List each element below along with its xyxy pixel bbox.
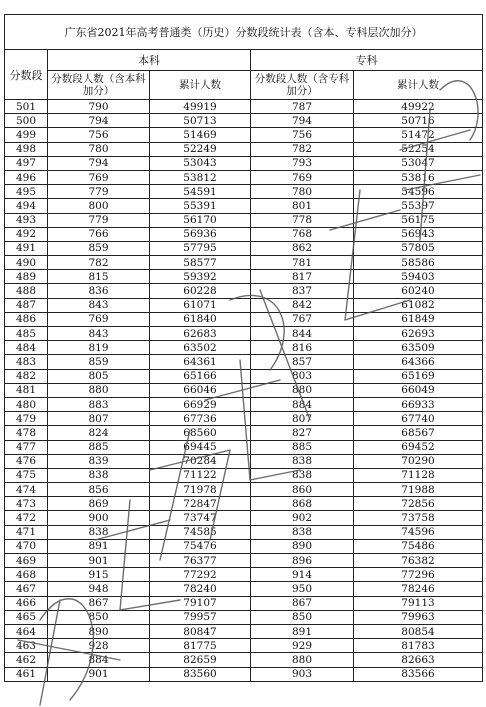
benke-segment-cell: 850 <box>48 610 150 624</box>
zhuanke-segment-cell: 769 <box>251 170 354 184</box>
zhuanke-cumulative-cell: 52254 <box>354 142 483 156</box>
score-cell: 481 <box>5 383 48 397</box>
zhuanke-segment-cell: 778 <box>251 213 354 227</box>
zhuanke-segment-cell: 891 <box>251 624 354 638</box>
benke-segment-cell: 779 <box>48 185 150 199</box>
zhuanke-segment-cell: 842 <box>251 298 354 312</box>
zhuanke-cumulative-cell: 54596 <box>354 185 483 199</box>
score-cell: 466 <box>5 596 48 610</box>
zhuanke-cumulative-cell: 51472 <box>354 128 483 142</box>
score-cell: 473 <box>5 497 48 511</box>
score-cell: 489 <box>5 270 48 284</box>
benke-cumulative-cell: 53043 <box>150 156 251 170</box>
benke-segment-cell: 915 <box>48 568 150 582</box>
zhuanke-cumulative-cell: 69452 <box>354 440 483 454</box>
table-row <box>5 568 483 582</box>
score-cell: 485 <box>5 327 48 341</box>
zhuanke-segment-cell: 780 <box>251 185 354 199</box>
zhuanke-cumulative-cell: 70290 <box>354 454 483 468</box>
score-cell: 462 <box>5 653 48 667</box>
zhuanke-segment-cell: 929 <box>251 639 354 653</box>
benke-cumulative-cell: 68560 <box>150 426 251 440</box>
zhuanke-cumulative-cell: 64366 <box>354 355 483 369</box>
benke-segment-cell: 880 <box>48 383 150 397</box>
benke-segment-cell: 890 <box>48 624 150 638</box>
zhuanke-segment-cell: 781 <box>251 256 354 270</box>
table-row <box>5 100 483 114</box>
zhuanke-cumulative-cell: 56175 <box>354 213 483 227</box>
benke-cumulative-cell: 49919 <box>150 100 251 114</box>
zhuanke-cumulative-cell: 68567 <box>354 426 483 440</box>
benke-cumulative-cell: 50713 <box>150 114 251 128</box>
benke-cumulative-cell: 55391 <box>150 199 251 213</box>
benke-segment-cell: 836 <box>48 284 150 298</box>
benke-segment-cell: 901 <box>48 554 150 568</box>
table-row <box>5 596 483 610</box>
score-cell: 495 <box>5 185 48 199</box>
benke-cumulative-cell: 78240 <box>150 582 251 596</box>
benke-segment-cell: 839 <box>48 454 150 468</box>
zhuanke-segment-cell: 857 <box>251 355 354 369</box>
table-row <box>5 483 483 497</box>
benke-cumulative-cell: 63502 <box>150 341 251 355</box>
benke-segment-cell: 805 <box>48 369 150 383</box>
score-cell: 484 <box>5 341 48 355</box>
benke-segment-cell: 807 <box>48 412 150 426</box>
benke-cumulative-cell: 64361 <box>150 355 251 369</box>
benke-segment-cell: 782 <box>48 256 150 270</box>
benke-cumulative-cell: 74585 <box>150 525 251 539</box>
score-cell: 500 <box>5 114 48 128</box>
score-table <box>4 14 483 682</box>
benke-cumulative-cell: 60228 <box>150 284 251 298</box>
zhuanke-cumulative-cell: 62693 <box>354 327 483 341</box>
zhuanke-cumulative-cell: 61082 <box>354 298 483 312</box>
zhuanke-cumulative-cell: 67740 <box>354 412 483 426</box>
zhuanke-segment-cell: 803 <box>251 369 354 383</box>
table-row <box>5 639 483 653</box>
benke-segment-cell: 948 <box>48 582 150 596</box>
score-cell: 471 <box>5 525 48 539</box>
zhuanke-cumulative-cell: 53816 <box>354 170 483 184</box>
zhuanke-segment-cell: 827 <box>251 426 354 440</box>
benke-segment-cell: 766 <box>48 227 150 241</box>
score-cell: 487 <box>5 298 48 312</box>
benke-segment-cell: 869 <box>48 497 150 511</box>
benke-cumulative-cell: 59392 <box>150 270 251 284</box>
benke-segment-cell: 900 <box>48 511 150 525</box>
score-cell: 499 <box>5 128 48 142</box>
table-row <box>5 341 483 355</box>
score-cell: 463 <box>5 639 48 653</box>
table-row <box>5 525 483 539</box>
table-row <box>5 256 483 270</box>
benke-cumulative-cell: 52249 <box>150 142 251 156</box>
zhuanke-cumulative-cell: 66049 <box>354 383 483 397</box>
table-row <box>5 383 483 397</box>
zhuanke-cumulative-cell: 77296 <box>354 568 483 582</box>
zhuanke-cumulative-cell: 72856 <box>354 497 483 511</box>
benke-cumulative-cell: 77292 <box>150 568 251 582</box>
benke-segment-cell: 779 <box>48 213 150 227</box>
zhuanke-cumulative-cell: 79113 <box>354 596 483 610</box>
zhuanke-segment-cell: 837 <box>251 284 354 298</box>
benke-segment-cell: 885 <box>48 440 150 454</box>
table-row <box>5 412 483 426</box>
benke-cumulative-cell: 80847 <box>150 624 251 638</box>
benke-cumulative-cell: 58577 <box>150 256 251 270</box>
zhuanke-cumulative-cell: 75486 <box>354 539 483 553</box>
score-cell: 468 <box>5 568 48 582</box>
benke-segment-cell: 884 <box>48 653 150 667</box>
score-cell: 497 <box>5 156 48 170</box>
benke-cumulative-cell: 61071 <box>150 298 251 312</box>
score-cell: 477 <box>5 440 48 454</box>
score-cell: 472 <box>5 511 48 525</box>
zhuanke-segment-cell: 838 <box>251 468 354 482</box>
benke-segment-cell: 780 <box>48 142 150 156</box>
benke-cumulative-cell: 70284 <box>150 454 251 468</box>
table-row <box>5 185 483 199</box>
score-cell: 475 <box>5 468 48 482</box>
zhuanke-segment-cell: 794 <box>251 114 354 128</box>
score-cell: 488 <box>5 284 48 298</box>
zhuanke-segment-cell: 862 <box>251 241 354 255</box>
zhuanke-segment-cell: 756 <box>251 128 354 142</box>
score-cell: 498 <box>5 142 48 156</box>
benke-segment-cell: 794 <box>48 114 150 128</box>
benke-cumulative-cell: 79107 <box>150 596 251 610</box>
zhuanke-cumulative-cell: 61849 <box>354 312 483 326</box>
benke-header: 本科 <box>48 50 251 71</box>
benke-segment-cell: 843 <box>48 298 150 312</box>
table-row <box>5 511 483 525</box>
benke-cumulative-cell: 56170 <box>150 213 251 227</box>
score-cell: 479 <box>5 412 48 426</box>
benke-segment-cell: 859 <box>48 355 150 369</box>
benke-segment-cell: 819 <box>48 341 150 355</box>
score-cell: 490 <box>5 256 48 270</box>
benke-segment-cell: 867 <box>48 596 150 610</box>
table-row <box>5 355 483 369</box>
benke-cumulative-cell: 54591 <box>150 185 251 199</box>
benke-cumulative-cell: 66046 <box>150 383 251 397</box>
benke-segment-cell: 883 <box>48 397 150 411</box>
benke-cumulative-cell: 62683 <box>150 327 251 341</box>
zhuanke-segment-cell: 838 <box>251 454 354 468</box>
table-row <box>5 369 483 383</box>
zhuanke-cumulative-cell: 55397 <box>354 199 483 213</box>
benke-cumulative-cell: 66929 <box>150 397 251 411</box>
zhuanke-segment-cell: 860 <box>251 483 354 497</box>
benke-cumulative-cell: 76377 <box>150 554 251 568</box>
score-cell: 476 <box>5 454 48 468</box>
zhuanke-cumulative-cell: 73758 <box>354 511 483 525</box>
table-row <box>5 454 483 468</box>
zhuanke-segment-cell: 902 <box>251 511 354 525</box>
benke-segment-cell: 769 <box>48 170 150 184</box>
benke-cumulative-cell: 57795 <box>150 241 251 255</box>
benke-segment-cell: 928 <box>48 639 150 653</box>
table-row <box>5 241 483 255</box>
table-body <box>5 100 483 682</box>
zhuanke-cumulative-cell: 63509 <box>354 341 483 355</box>
table-row <box>5 653 483 667</box>
score-header: 分数段 <box>5 50 48 100</box>
benke-segment-cell: 790 <box>48 100 150 114</box>
zhuanke-segment-cell: 903 <box>251 667 354 681</box>
table-row <box>5 270 483 284</box>
zhuanke-segment-cell: 793 <box>251 156 354 170</box>
table-row <box>5 312 483 326</box>
benke-segment-cell: 856 <box>48 483 150 497</box>
table-row <box>5 497 483 511</box>
zhuanke-cumulative-cell: 60240 <box>354 284 483 298</box>
zhuanke-cumulative-header: 累计人数 <box>354 71 483 100</box>
zhuanke-segment-header: 分数段人数（含专科加分） <box>251 71 354 100</box>
score-distribution-sheet <box>4 14 482 682</box>
table-row <box>5 610 483 624</box>
zhuanke-segment-cell: 816 <box>251 341 354 355</box>
zhuanke-segment-cell: 838 <box>251 525 354 539</box>
benke-segment-cell: 891 <box>48 539 150 553</box>
zhuanke-cumulative-cell: 80854 <box>354 624 483 638</box>
score-cell: 461 <box>5 667 48 681</box>
score-cell: 493 <box>5 213 48 227</box>
table-row <box>5 667 483 681</box>
zhuanke-segment-cell: 817 <box>251 270 354 284</box>
score-cell: 470 <box>5 539 48 553</box>
benke-cumulative-cell: 83560 <box>150 667 251 681</box>
benke-segment-cell: 901 <box>48 667 150 681</box>
benke-segment-cell: 794 <box>48 156 150 170</box>
zhuanke-cumulative-cell: 71128 <box>354 468 483 482</box>
benke-cumulative-cell: 53812 <box>150 170 251 184</box>
benke-cumulative-header: 累计人数 <box>150 71 251 100</box>
score-cell: 478 <box>5 426 48 440</box>
zhuanke-segment-cell: 885 <box>251 440 354 454</box>
score-cell: 474 <box>5 483 48 497</box>
table-row <box>5 128 483 142</box>
score-cell: 501 <box>5 100 48 114</box>
benke-cumulative-cell: 69445 <box>150 440 251 454</box>
benke-segment-cell: 815 <box>48 270 150 284</box>
zhuanke-cumulative-cell: 71988 <box>354 483 483 497</box>
benke-cumulative-cell: 65166 <box>150 369 251 383</box>
table-row <box>5 624 483 638</box>
zhuanke-cumulative-cell: 50716 <box>354 114 483 128</box>
table-row <box>5 298 483 312</box>
benke-segment-cell: 800 <box>48 199 150 213</box>
benke-cumulative-cell: 71122 <box>150 468 251 482</box>
table-row <box>5 468 483 482</box>
benke-segment-cell: 843 <box>48 327 150 341</box>
zhuanke-cumulative-cell: 58586 <box>354 256 483 270</box>
zhuanke-cumulative-cell: 53047 <box>354 156 483 170</box>
benke-segment-header: 分数段人数（含本科加分） <box>48 71 150 100</box>
benke-segment-cell: 769 <box>48 312 150 326</box>
benke-segment-cell: 824 <box>48 426 150 440</box>
table-row <box>5 213 483 227</box>
score-cell: 496 <box>5 170 48 184</box>
zhuanke-cumulative-cell: 81783 <box>354 639 483 653</box>
score-cell: 465 <box>5 610 48 624</box>
table-row <box>5 582 483 596</box>
benke-cumulative-cell: 75476 <box>150 539 251 553</box>
zhuanke-header: 专科 <box>251 50 483 71</box>
zhuanke-segment-cell: 914 <box>251 568 354 582</box>
zhuanke-segment-cell: 850 <box>251 610 354 624</box>
zhuanke-segment-cell: 896 <box>251 554 354 568</box>
table-row <box>5 156 483 170</box>
score-cell: 486 <box>5 312 48 326</box>
score-cell: 492 <box>5 227 48 241</box>
table-row <box>5 227 483 241</box>
zhuanke-cumulative-cell: 79963 <box>354 610 483 624</box>
zhuanke-cumulative-cell: 66933 <box>354 397 483 411</box>
score-cell: 480 <box>5 397 48 411</box>
table-row <box>5 327 483 341</box>
table-row <box>5 284 483 298</box>
zhuanke-segment-cell: 801 <box>251 199 354 213</box>
table-row <box>5 539 483 553</box>
table-row <box>5 440 483 454</box>
benke-cumulative-cell: 73747 <box>150 511 251 525</box>
benke-segment-cell: 756 <box>48 128 150 142</box>
zhuanke-cumulative-cell: 74596 <box>354 525 483 539</box>
table-row <box>5 114 483 128</box>
score-cell: 469 <box>5 554 48 568</box>
zhuanke-cumulative-cell: 57805 <box>354 241 483 255</box>
zhuanke-cumulative-cell: 83566 <box>354 667 483 681</box>
zhuanke-cumulative-cell: 65169 <box>354 369 483 383</box>
benke-cumulative-cell: 67736 <box>150 412 251 426</box>
benke-cumulative-cell: 81775 <box>150 639 251 653</box>
benke-cumulative-cell: 79957 <box>150 610 251 624</box>
zhuanke-cumulative-cell: 78246 <box>354 582 483 596</box>
table-row <box>5 142 483 156</box>
zhuanke-segment-cell: 867 <box>251 596 354 610</box>
score-cell: 491 <box>5 241 48 255</box>
zhuanke-segment-cell: 844 <box>251 327 354 341</box>
table-row <box>5 426 483 440</box>
benke-segment-cell: 838 <box>48 468 150 482</box>
score-cell: 483 <box>5 355 48 369</box>
zhuanke-cumulative-cell: 82663 <box>354 653 483 667</box>
benke-cumulative-cell: 56936 <box>150 227 251 241</box>
zhuanke-segment-cell: 950 <box>251 582 354 596</box>
zhuanke-segment-cell: 782 <box>251 142 354 156</box>
zhuanke-cumulative-cell: 59403 <box>354 270 483 284</box>
table-row <box>5 554 483 568</box>
zhuanke-segment-cell: 787 <box>251 100 354 114</box>
table-row <box>5 397 483 411</box>
score-cell: 464 <box>5 624 48 638</box>
zhuanke-segment-cell: 880 <box>251 383 354 397</box>
zhuanke-cumulative-cell: 49922 <box>354 100 483 114</box>
zhuanke-segment-cell: 890 <box>251 539 354 553</box>
score-cell: 467 <box>5 582 48 596</box>
benke-cumulative-cell: 82659 <box>150 653 251 667</box>
benke-cumulative-cell: 72847 <box>150 497 251 511</box>
table-row <box>5 199 483 213</box>
zhuanke-cumulative-cell: 76382 <box>354 554 483 568</box>
table-title: 广东省2021年高考普通类（历史）分数段统计表（含本、专科层次加分） <box>5 15 483 50</box>
table-row <box>5 170 483 184</box>
zhuanke-segment-cell: 884 <box>251 397 354 411</box>
zhuanke-cumulative-cell: 56943 <box>354 227 483 241</box>
benke-segment-cell: 838 <box>48 525 150 539</box>
zhuanke-segment-cell: 868 <box>251 497 354 511</box>
zhuanke-segment-cell: 880 <box>251 653 354 667</box>
benke-cumulative-cell: 61840 <box>150 312 251 326</box>
benke-cumulative-cell: 71978 <box>150 483 251 497</box>
benke-cumulative-cell: 51469 <box>150 128 251 142</box>
benke-segment-cell: 859 <box>48 241 150 255</box>
zhuanke-segment-cell: 768 <box>251 227 354 241</box>
score-cell: 482 <box>5 369 48 383</box>
score-cell: 494 <box>5 199 48 213</box>
zhuanke-segment-cell: 767 <box>251 312 354 326</box>
zhuanke-segment-cell: 807 <box>251 412 354 426</box>
